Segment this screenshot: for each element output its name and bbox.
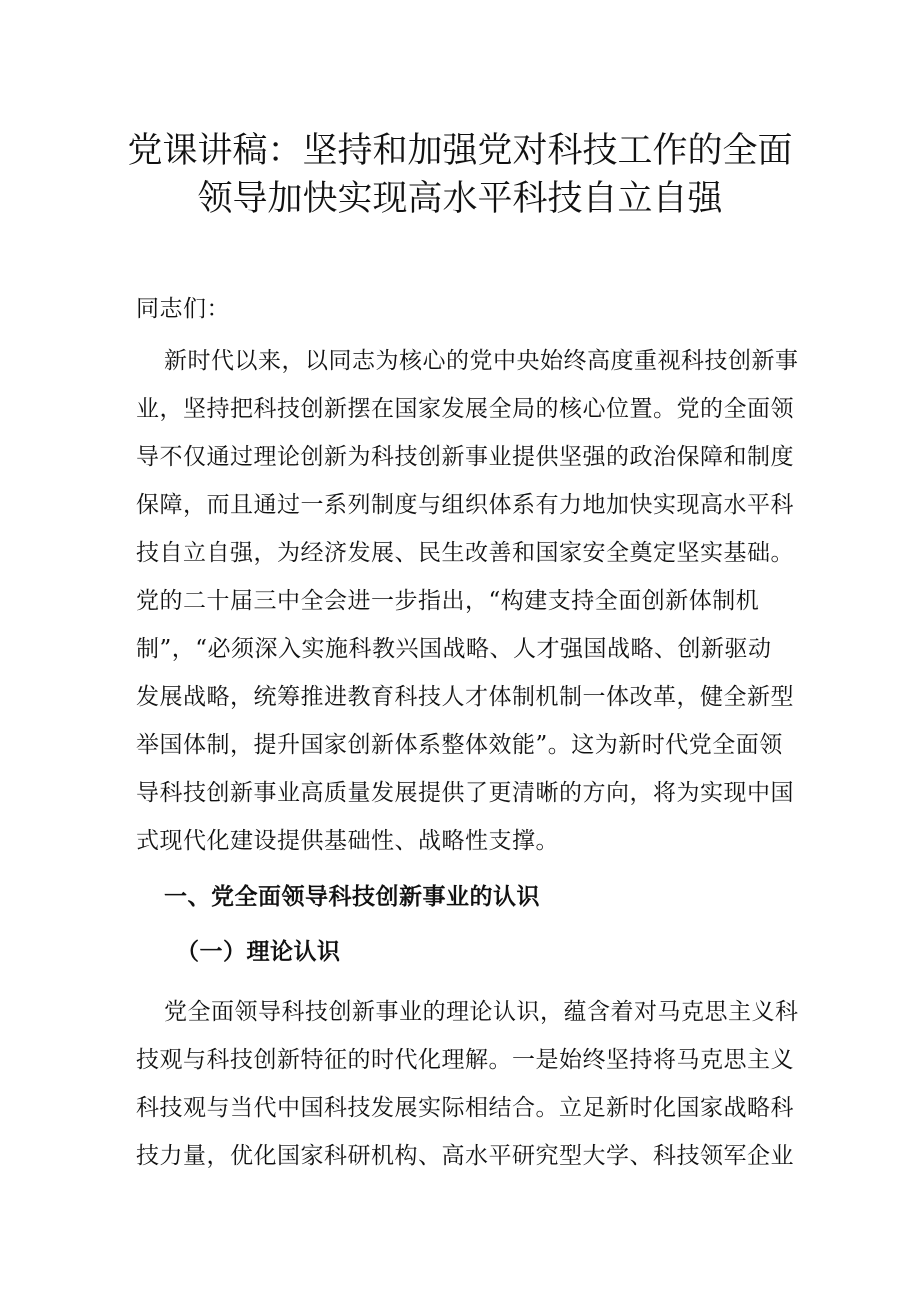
introduction-paragraph <box>136 337 799 865</box>
paragraph-line: 党全面领导科技创新事业的理论认识，蕴含着对马克思主义科 <box>164 999 799 1025</box>
paragraph-line: 保障，而且通过一系列制度与组织体系有力地加快实现高水平科 <box>136 492 794 518</box>
title-line-1: 党课讲稿：坚持和加强党对科技工作的全面 <box>127 131 793 171</box>
paragraph-line: 党的二十届三中全会进一步指出，“构建支持全面创新体制机 <box>136 588 760 614</box>
paragraph-line: 举国体制，提升国家创新体系整体效能”。这为新时代党全面领 <box>136 732 783 758</box>
title-line-2: 领导加快实现高水平科技自立自强 <box>197 179 723 219</box>
document-title <box>120 127 800 223</box>
salutation: 同志们： <box>136 296 230 322</box>
paragraph-line: 导科技创新事业高质量发展提供了更清晰的方向，将为实现中国 <box>136 780 794 806</box>
paragraph-line: 技自立自强，为经济发展、民生改善和国家安全奠定坚实基础。 <box>136 540 794 566</box>
paragraph-line: 制”，“必须深入实施科教兴国战略、人才强国战略、创新驱动 <box>136 636 772 662</box>
paragraph-line: 科技观与当代中国科技发展实际相结合。立足新时化国家战略科 <box>136 1095 794 1121</box>
subsection-heading: （一）理论认识 <box>176 938 341 965</box>
theory-paragraph <box>136 988 799 1180</box>
paragraph-line: 导不仅通过理论创新为科技创新事业提供坚强的政治保障和制度 <box>136 444 794 470</box>
section-heading: 一、党全面领导科技创新事业的认识 <box>164 883 540 910</box>
paragraph-line: 技力量，优化国家科研机构、高水平研究型大学、科技领军企业 <box>136 1143 794 1169</box>
paragraph-line: 新时代以来，以同志为核心的党中央始终高度重视科技创新事 <box>164 348 799 374</box>
paragraph-line: 技观与科技创新特征的时代化理解。一是始终坚持将马克思主义 <box>136 1047 794 1073</box>
paragraph-line: 式现代化建设提供基础性、战略性支撑。 <box>136 828 559 854</box>
paragraph-line: 发展战略，统筹推进教育科技人才体制机制一体改革，健全新型 <box>136 684 794 710</box>
paragraph-line: 业，坚持把科技创新摆在国家发展全局的核心位置。党的全面领 <box>136 396 794 422</box>
